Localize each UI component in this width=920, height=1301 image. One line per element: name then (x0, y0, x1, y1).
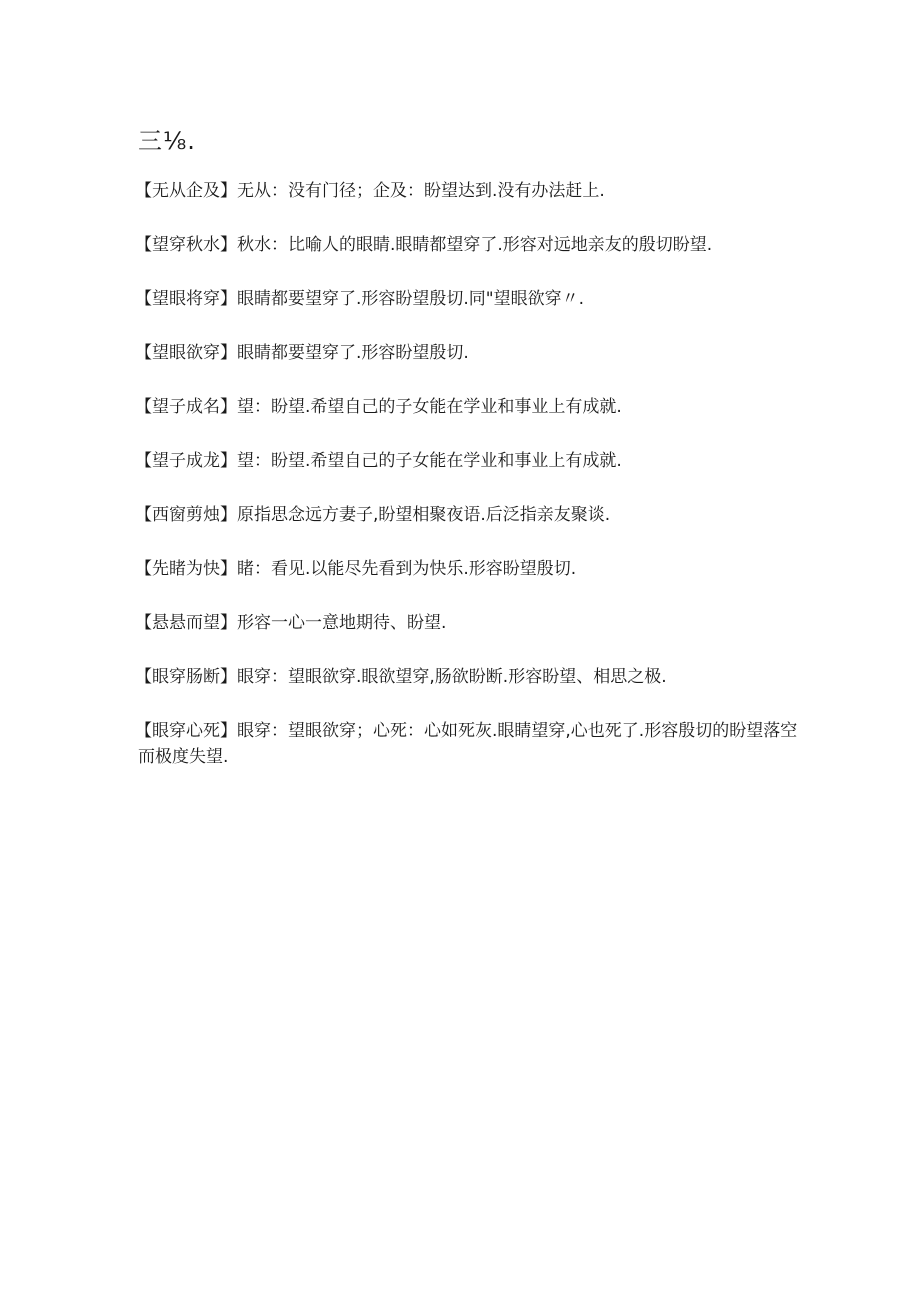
idiom-term: 【无从企及】 (135, 181, 237, 201)
idiom-term: 【望子成名】 (135, 397, 237, 417)
idiom-entry (135, 664, 798, 690)
idiom-definition: 无从：没有门径；企及：盼望达到.没有办法赶上. (237, 181, 605, 201)
idiom-entry (135, 556, 798, 582)
idiom-entry (135, 340, 798, 366)
idiom-definition: 望：盼望.希望自己的子女能在学业和事业上有成就. (237, 451, 622, 471)
idiom-definition: 秋水：比喻人的眼睛.眼睛都望穿了.形容对远地亲友的殷切盼望. (237, 235, 713, 255)
idiom-term: 【望眼将穿】 (135, 289, 237, 309)
document-page (135, 124, 798, 798)
idiom-definition: 眼穿：望眼欲穿.眼欲望穿,肠欲盼断.形容盼望、相思之极. (237, 667, 667, 687)
idiom-entry (135, 502, 798, 528)
idiom-term: 【眼穿心死】 (135, 721, 237, 741)
idiom-entry (135, 178, 798, 204)
idiom-entry (135, 448, 798, 474)
idiom-definition: 望：盼望.希望自己的子女能在学业和事业上有成就. (237, 397, 622, 417)
idiom-definition: 眼睛都要望穿了.形容盼望殷切.同"望眼欲穿〃. (237, 289, 585, 309)
idiom-term: 【望眼欲穿】 (135, 343, 237, 363)
idiom-definition: 原指思念远方妻子,盼望相聚夜语.后泛指亲友聚谈. (237, 505, 611, 525)
idiom-entry (135, 610, 798, 636)
idiom-term: 【眼穿肠断】 (135, 667, 237, 687)
idiom-entry (135, 718, 798, 770)
idiom-term: 【望穿秋水】 (135, 235, 237, 255)
idiom-list (135, 178, 798, 770)
section-heading: 三⅛. (138, 127, 196, 155)
idiom-definition: 睹：看见.以能尽先看到为快乐.形容盼望殷切. (237, 559, 577, 579)
idiom-definition: 眼穿：望眼欲穿；心死：心如死灰.眼睛望穿,心也死了.形容殷切的盼望落空而极度失望. (138, 721, 798, 767)
idiom-definition: 眼睛都要望穿了.形容盼望殷切. (237, 343, 469, 363)
idiom-entry (135, 232, 798, 258)
idiom-definition: 形容一心一意地期待、盼望. (237, 613, 447, 633)
idiom-term: 【西窗剪烛】 (135, 505, 237, 525)
idiom-term: 【悬悬而望】 (135, 613, 237, 633)
idiom-term: 【望子成龙】 (135, 451, 237, 471)
idiom-entry (135, 286, 798, 312)
idiom-entry (135, 394, 798, 420)
idiom-term: 【先睹为快】 (135, 559, 237, 579)
